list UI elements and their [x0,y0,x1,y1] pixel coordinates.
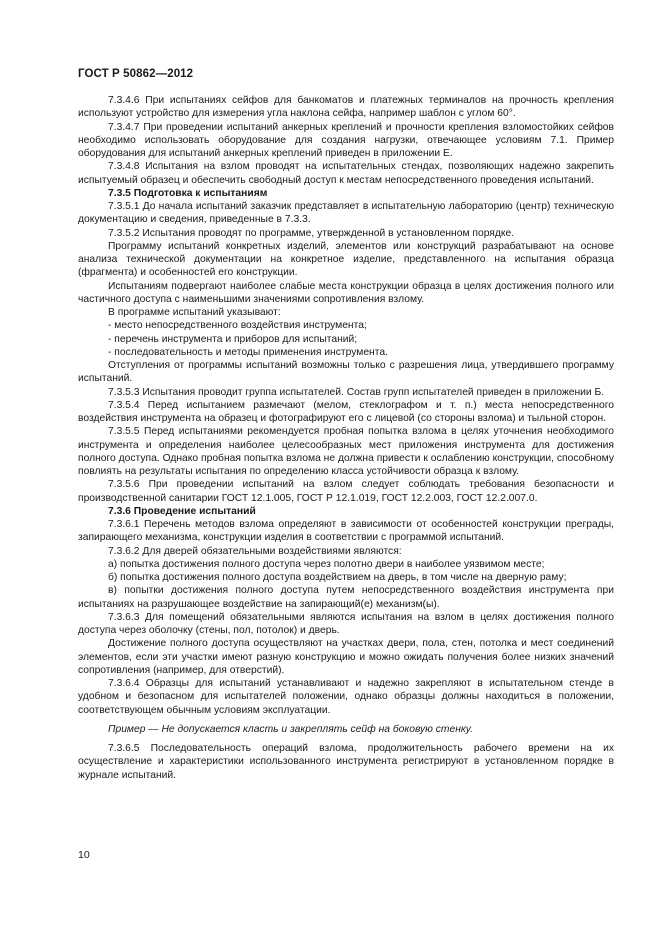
paragraph: 7.3.6.4 Образцы для испытаний устанавливают и надежно закрепляют в испытательном стенде в удобном и безопасном для испытателей положении, однако образцы должны находиться в положении, соответствующем обычным условиям эксплуатации. [78,678,614,716]
paragraph: 7.3.5.3 Испытания проводит группа испытателей. Состав групп испытателей приведен в приложении Б. [108,386,605,398]
page-number: 10 [78,849,90,861]
paragraph: 7.3.6.1 Перечень методов взлома определяют в зависимости от особенностей конструкции преграды, запирающего механизма, конструкции изделия в соответствии с программой испытаний. [78,519,614,544]
paragraph: Программу испытаний конкретных изделий, элементов или конструкций разрабатывают на основе анализа технической документации на конкретное изделие, представленного на испытания образца (фрагмента) и особенностей его конструкции. [78,240,614,279]
paragraph: Испытаниям подвергают наиболее слабые места конструкции образца в целях достижения полного или частичного доступа с наименьшими значениями сопротивления взлому. [78,280,614,305]
paragraph: Достижение полного доступа осуществляют на участках двери, пола, стен, потолка и мест соединений элементов, если эти участки имеют разную конструкцию и можно ожидать получения более низких значений сопротивления (например, для отверстий). [78,638,614,676]
paragraph: 7.3.6.3 Для помещений обязательными являются испытания на взлом в целях достижения полного доступа через оболочку (стены, пол, потолок) и дверь. [78,611,614,636]
paragraph: 7.3.4.8 Испытания на взлом проводят на испытательных стендах, позволяющих надежно закрепить испытуемый образец и обеспечить свободный доступ к местам непосредственного проведения испытаний. [78,161,614,186]
paragraph: 7.3.6.2 Для дверей обязательными воздействиями являются: [108,545,402,557]
paragraph: - последовательность и методы применения инструмента. [108,346,388,358]
paragraph: 7.3.4.7 При проведении испытаний анкерных креплений и прочности крепления взломостойких сейфов необходимо использовать оборудование для создания нагрузки, отвечающее условиям 7.1. Пример оборудования для испытаний анкерных креплений приведен в приложении Е. [78,121,614,159]
paragraph: 7.3.5.4 Перед испытанием размечают (мелом, стеклографом и т. п.) места непосредственного воздействия инструмента на образец и фотографируют его с лицевой (со стороны взлома) и тыльной сторон. [78,399,614,424]
paragraph: В программе испытаний указывают: [108,307,281,318]
paragraph: 7.3.5.1 До начала испытаний заказчик представляет в испытательную лабораторию (центр) техническую документацию и сведения, приведенные в 7.3.3. [78,201,614,226]
section-heading: 7.3.5 Подготовка к испытаниям [108,187,268,199]
paragraph: б) попытка достижения полного доступа воздействием на дверь, в том числе на дверную раму; [108,572,567,583]
paragraph: 7.3.5.5 Перед испытаниями рекомендуется пробная попытка взлома в целях уточнения необходимого инструмента и определения наиболее целесообразных мест приложения инструмента для достижения полного доступа. Однако пробная попытка взлома не должна привести к ослаблению конструкции, способному повлиять на результаты испытания по определению класса устойчивости образца к взлому. [78,426,614,477]
example-note: Пример — Не допускается класть и закреплять сейф на боковую стенку. [108,723,474,735]
standard-header: ГОСТ Р 50862—2012 [78,68,194,80]
paragraph: 7.3.5.2 Испытания проводят по программе, утвержденной в установленном порядке. [108,227,515,239]
paragraph: 7.3.5.6 При проведении испытаний на взлом следует соблюдать требования безопасности и производственной санитарии ГОСТ 12.1.005, ГОСТ Р 12.1.019, ГОСТ 12.2.003, ГОСТ 12.2.007.0. [78,479,614,504]
section-heading: 7.3.6 Проведение испытаний [108,505,256,517]
paragraph: 7.3.4.6 При испытаниях сейфов для банкоматов и платежных терминалов на прочность крепления используют устройство для измерения угла наклона сейфа, например шаблон с углом 60°. [78,95,614,120]
document-body [78,94,614,782]
paragraph: - место непосредственного воздействия инструмента; [108,320,367,332]
paragraph: 7.3.6.5 Последовательность операций взлома, продолжительность рабочего времени на их осуществление и характеристики использованного инструмента регистрируют в установленном порядке в журнале испытаний. [78,743,614,781]
paragraph: а) попытка достижения полного доступа через полотно двери в наиболее уязвимом месте; [108,558,545,570]
paragraph: в) попытки достижения полного доступа путем непосредственного воздействия инструмента при испытаниях на разрушающее воздействие на запирающий(е) механизм(ы). [78,585,614,610]
paragraph: Отступления от программы испытаний возможны только с разрешения лица, утвердившего программу испытаний. [78,360,614,385]
paragraph: - перечень инструмента и приборов для испытаний; [108,333,358,345]
